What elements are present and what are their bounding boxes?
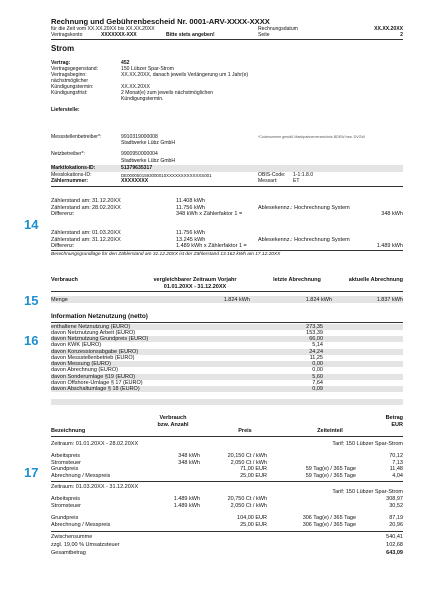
header-divider <box>51 39 403 40</box>
billing-item-usage: 348 kWh <box>178 453 200 459</box>
contract-account-label: Vertragskonto <box>51 32 83 38</box>
difference-calc: 348 kWh x Zählerfaktor 1 = <box>176 211 243 217</box>
col-prev-year: vergleichbarer Zeitraum Vorjahr <box>153 277 237 283</box>
notice-period-value: 2 Monat(e) zum jeweils nächstmöglichen <box>121 90 214 96</box>
invoice-date-label: Rechnungsdatum <box>258 26 298 32</box>
difference-label: Differenz: <box>51 211 75 217</box>
contract-subject-label: Vertragsgegenstand: <box>51 66 99 72</box>
billing-item-amount: 11,48 <box>389 466 403 472</box>
billing-item-price: 104,00 EUR <box>237 515 267 521</box>
measurement-type-value: ET <box>293 178 300 184</box>
network-item-label: davon KWK (EURO) <box>51 342 102 349</box>
billing-item-unit: 306 Tag(e) / 365 Tage <box>302 515 356 521</box>
reading-date: 01.03.20XX <box>92 230 121 236</box>
next-termination-label: nächstmöglicher <box>51 78 89 84</box>
tariff-label: Tarif: 150 Lübzer Spar-Strom <box>332 441 403 447</box>
supply-point-label: Lieferstelle: <box>51 107 80 113</box>
grid-operator-label: Netzbetreiber*: <box>51 151 85 157</box>
page-number: 2 <box>400 32 403 38</box>
metering-location-label: Messlokations-ID: <box>51 172 92 178</box>
quantity-current: 1.837 kWh <box>376 296 403 303</box>
grid-operator-code: 9900950000004 <box>121 151 158 157</box>
network-item-label: davon Abschaltumlage § 18 (EURO) <box>51 386 140 392</box>
billing-item-desc: Grundpreis <box>51 515 79 521</box>
reading-label: Zählerstand am: <box>51 236 91 243</box>
meter-operator-name: Stadtwerke Lübz GmbH <box>121 140 176 146</box>
billing-item-price: 2,050 Ct / kWh <box>230 502 267 509</box>
col-prev-year-period: 01.01.20XX - 31.12.20XX <box>163 284 227 290</box>
notice-period-label: Kündigungsfrist: <box>51 90 88 96</box>
market-location-id: 51379635317 <box>121 165 153 171</box>
quantity-prev-year: 1.824 kWh <box>223 296 250 303</box>
billing-item-amount: 70,12 <box>389 453 403 459</box>
readings-top-divider <box>51 186 403 187</box>
tariff-label: Tarif: 150 Lübzer Spar-Strom <box>332 489 403 495</box>
difference-result: 1.489 kWh <box>376 243 403 249</box>
metering-location-id: DE0000501593000010XXXXXXXXXXXXS001 <box>121 172 212 178</box>
difference-result: 348 kWh <box>381 211 403 217</box>
billing-item-price: 20,750 Ct / kWh <box>227 496 267 502</box>
network-item-label: davon Offshore-Umlage § 17 (EURO) <box>51 379 143 386</box>
network-item-value: 5,60 <box>312 373 323 380</box>
invoice-title: Rechnung und Gebührenbescheid Nr. 0001-ARV-XXXX-XXXX <box>51 17 270 26</box>
billing-item-price: 2,050 Ct / kWh <box>230 459 267 466</box>
marker-14: 14 <box>24 217 39 232</box>
billing-item-desc: Abrechnung / Messpreis <box>51 521 111 528</box>
reading-date: 28.02.20XX <box>92 204 121 211</box>
period-label: Zeitraum: 01.01.20XX - 28.02.20XX <box>51 441 139 447</box>
col-amount-head-1: Betrag <box>385 415 403 421</box>
billing-item-unit: 306 Tag(e) / 365 Tage <box>302 521 356 528</box>
vat-label: zzgl. 19,00 % Umsatzsteuer <box>51 542 120 548</box>
billing-period: für die Zeit vom XX.XX.20XX bis XX.XX.20XX <box>51 26 155 32</box>
grid-operator-name: Stadtwerke Lübz GmbH <box>121 158 176 164</box>
reading-date: 31.12.20XX <box>92 236 121 243</box>
billing-item-desc: Arbeitspreis <box>51 496 81 502</box>
billing-item-price: 25,00 EUR <box>240 472 267 479</box>
contract-account-note: Bitte stets angeben! <box>166 32 215 38</box>
period-label: Zeitraum: 01.03.20XX - 31.12.20XX <box>51 484 139 490</box>
subtotal-value: 540,41 <box>386 534 403 540</box>
network-item-value: 7,64 <box>312 379 323 386</box>
network-row-shade <box>51 399 403 405</box>
network-item-value: 153,39 <box>306 329 323 336</box>
billing-item-amount: 20,96 <box>389 521 403 528</box>
col-description-head: Bezeichnung <box>51 428 86 434</box>
obis-label: OBIS-Code: <box>258 172 286 178</box>
reading-value: 11.408 kWh <box>176 198 205 204</box>
reading-label: Zählerstand am: <box>51 204 91 211</box>
network-item-label: davon Messstellenbetrieb (EURO) <box>51 354 135 361</box>
network-item-value: 11,25 <box>309 354 323 361</box>
quantity-last-billing: 1.824 kWh <box>305 296 332 303</box>
billing-item-price: 20,150 Ct / kWh <box>227 453 267 459</box>
reading-value: 11.756 kWh <box>176 230 205 236</box>
billing-item-usage: 1.489 kWh <box>173 502 200 509</box>
contract-account-value: XXXXXXX-XXX <box>101 32 137 38</box>
termination-date-value: XX.XX.20XX <box>121 84 150 90</box>
meter-number-value: XXXXXXXX <box>121 178 149 184</box>
billing-header-divider <box>51 436 403 437</box>
billing-item-amount: 87,19 <box>389 515 403 521</box>
reading-value: 11.756 kWh <box>176 204 205 211</box>
col-usage-head-2: bzw. Anzahl <box>157 421 189 428</box>
network-item-label: davon Messung (EURO) <box>51 361 111 367</box>
invoice-date-value: XX.XX.20XX <box>374 26 403 32</box>
network-item-label: davon Sonderumlage §19 (EURO) <box>51 373 136 380</box>
market-location-label: Marktlokations-ID: <box>51 165 96 171</box>
network-item-value: 0,09 <box>312 386 323 392</box>
col-usage: Verbrauch <box>51 277 78 283</box>
reading-type: Ablesekennz.: Hochrechnung System <box>258 236 350 243</box>
total-value: 643,09 <box>386 550 403 556</box>
difference-label: Differenz: <box>51 243 75 249</box>
billing-item-amount: 7,13 <box>392 459 403 466</box>
billing-item-price: 71,00 EUR <box>240 466 267 472</box>
contract-start-label: Vertragsbeginn: <box>51 72 87 78</box>
termination-date-label: Kündigungstermin: <box>51 84 94 90</box>
measurement-type-label: Messart: <box>258 178 278 184</box>
contract-subject-value: 150 Lübzer Spar-Strom <box>121 66 174 72</box>
network-usage-title: Information Netznutzung (netto) <box>51 313 148 320</box>
network-item-label: davon Netznutzung Grundpreis (EURO) <box>51 336 149 342</box>
market-location-row <box>51 165 403 172</box>
network-item-label: enthaltene Netznutzung (EURO) <box>51 323 131 330</box>
meter-number-label: Zählernummer: <box>51 178 89 184</box>
calculation-basis-note: Berechnungsgrundlage für den Zählerstand am 31.12.20XX ist der Zählerstand 13.162 kWh am 17.12.20XX <box>51 251 281 257</box>
marker-15: 15 <box>24 293 39 308</box>
billing-item-amount: 30,52 <box>389 502 403 509</box>
reading-label: Zählerstand am: <box>51 198 91 204</box>
billing-item-amount: 308,97 <box>386 496 403 502</box>
quantity-label: Menge <box>51 296 68 303</box>
billing-item-desc: Stromsteuer <box>51 459 81 466</box>
contract-label: Vertrag: <box>51 60 71 66</box>
reading-value: 13.245 kWh <box>176 236 206 243</box>
consumption-divider <box>51 291 403 292</box>
col-usage-head-1: Verbrauch <box>159 415 187 421</box>
code-footnote: *Codenummer gemäß Marktpartnerverzeichnis BDEW bzw. DVGW <box>258 135 365 139</box>
period-divider <box>51 481 403 482</box>
col-price-head: Preis <box>238 428 252 434</box>
network-item-value: 66,00 <box>309 336 323 342</box>
network-item-label: davon Konzessionsabgabe (EURO) <box>51 348 139 355</box>
reading-label: Zählerstand am: <box>51 230 91 236</box>
marker-16: 16 <box>24 333 39 348</box>
billing-item-unit: 59 Tag(e) / 365 Tage <box>305 472 356 479</box>
notice-period-value-cont: Kündigungstermin. <box>121 96 164 102</box>
col-unit-head: Zeiteinteil <box>317 428 343 434</box>
vat-value: 102,68 <box>386 542 403 548</box>
col-amount-head-2: EUR <box>391 421 403 428</box>
billing-item-amount: 4,04 <box>392 472 403 479</box>
col-current-billing: aktuelle Abrechnung <box>348 277 403 283</box>
meter-operator-code: 9910319000008 <box>121 134 158 140</box>
meter-operator-label: Messstellenbetreiber*: <box>51 134 102 140</box>
billing-item-usage: 348 kWh <box>178 459 200 466</box>
subtotal-label: Zwischensumme <box>51 534 93 540</box>
billing-item-desc: Abrechnung / Messpreis <box>51 472 111 479</box>
network-item-value: 273,35 <box>306 323 323 330</box>
billing-item-price: 25,00 EUR <box>240 521 267 528</box>
marker-17: 17 <box>24 465 39 480</box>
billing-item-unit: 59 Tag(e) / 365 Tage <box>305 466 356 472</box>
obis-value: 1-1:1.8.0 <box>293 172 314 178</box>
network-item-label: davon Abrechnung (EURO) <box>51 367 118 374</box>
billing-item-usage: 1.489 kWh <box>173 496 200 502</box>
network-item-value: 24,24 <box>309 348 323 355</box>
page-label: Seite <box>258 32 270 38</box>
difference-calc: 1.489 kWh x Zählerfaktor 1 = <box>176 243 247 249</box>
reading-date: 31.12.20XX <box>92 198 121 204</box>
network-item-label: davon Netznutzung Arbeit (EURO) <box>51 329 136 336</box>
billing-item-desc: Arbeitspreis <box>51 453 81 459</box>
network-item-value: 5,14 <box>312 342 323 349</box>
billing-item-desc: Grundpreis <box>51 466 79 472</box>
col-last-billing: letzte Abrechnung <box>273 277 321 283</box>
section-title: Strom <box>51 44 75 53</box>
reading-type: Ablesekennz.: Hochrechnung System <box>258 204 350 211</box>
contract-start-value: XX.XX.20XX, danach jeweils Verlängerung um 1 Jahr(e) <box>121 72 249 78</box>
contract-value: 452 <box>121 60 130 66</box>
network-item-value: 0,00 <box>312 367 323 374</box>
total-label: Gesamtbetrag <box>51 550 86 556</box>
network-item-value: 0,00 <box>312 361 323 367</box>
totals-divider <box>51 531 403 532</box>
billing-item-desc: Stromsteuer <box>51 502 81 509</box>
